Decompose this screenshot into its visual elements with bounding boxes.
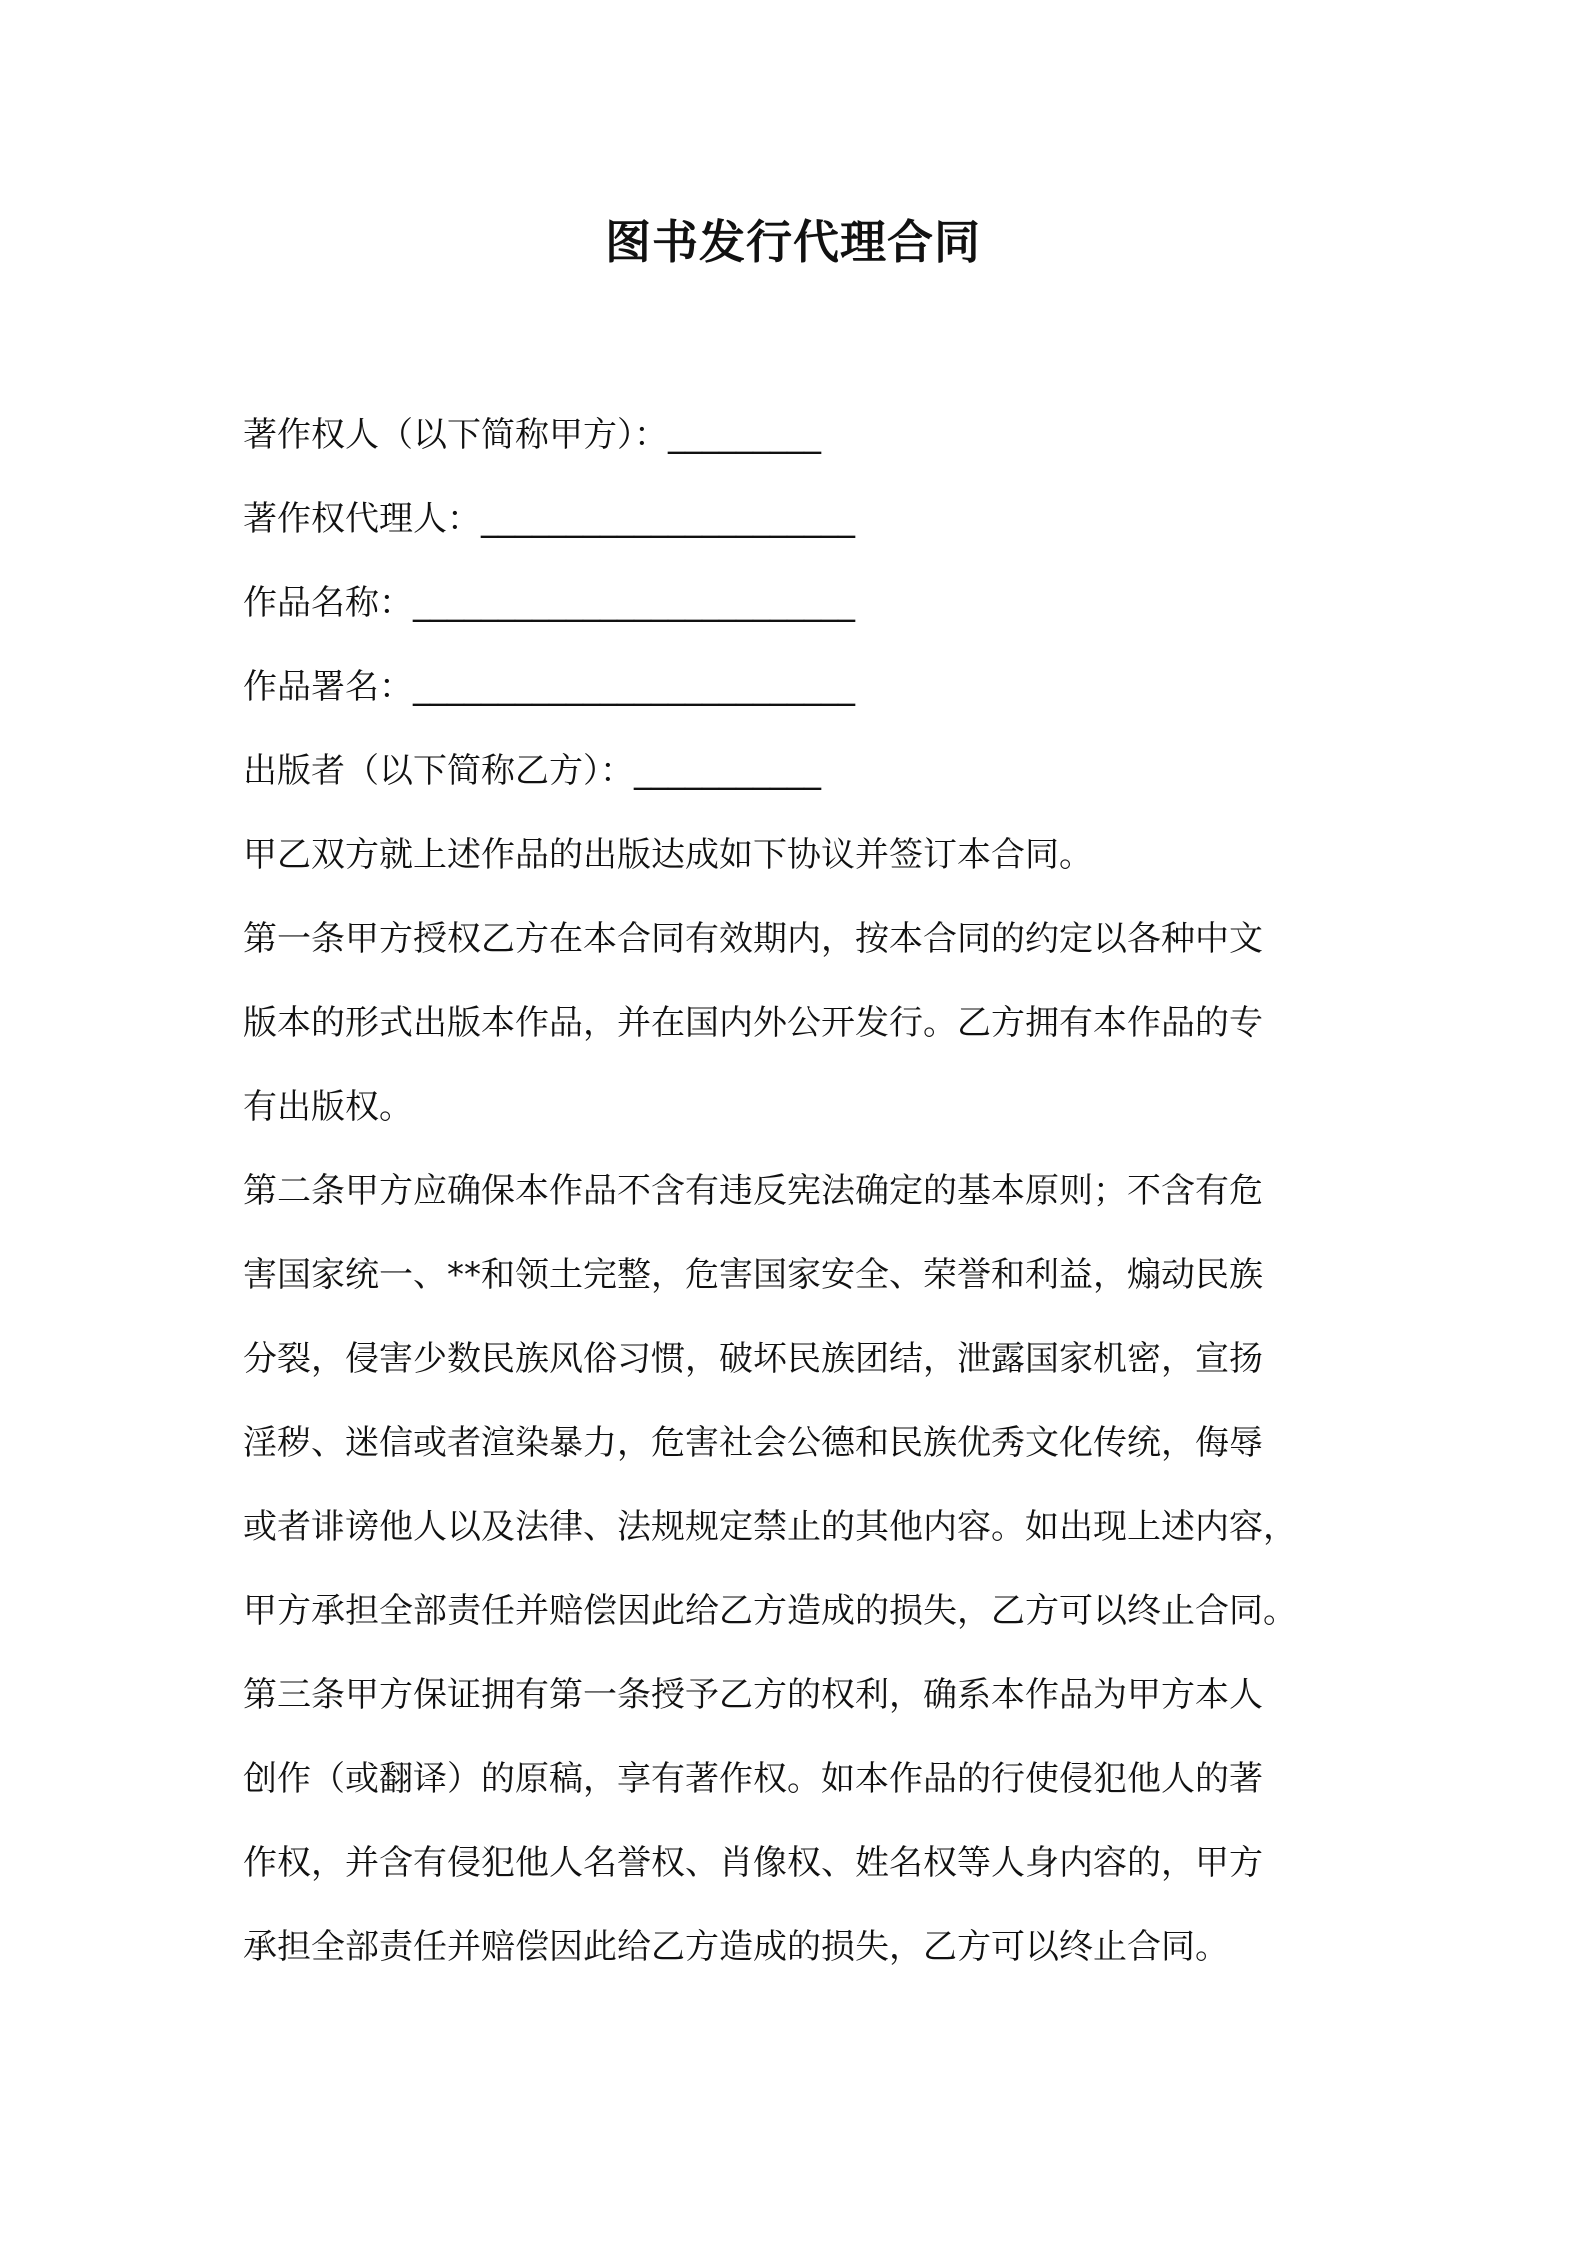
document-title: 图书发行代理合同: [605, 215, 981, 269]
intro-paragraph: 甲乙双方就上述作品的出版达成如下协议并签订本合同。: [243, 835, 1093, 875]
article-2-line: 分裂，侵害少数民族风俗习惯，破坏民族团结，泄露国家机密，宣扬: [243, 1339, 1263, 1379]
field-work-title: 作品名称：__________________________: [243, 583, 855, 623]
article-3-line: 创作（或翻译）的原稿，享有著作权。如本作品的行使侵犯他人的著: [243, 1759, 1263, 1799]
article-2-line: 害国家统一、**和领土完整，危害国家安全、荣誉和利益，煽动民族: [243, 1255, 1263, 1295]
field-copyright-owner: 著作权人（以下简称甲方）：_________: [243, 415, 821, 455]
article-3-line: 承担全部责任并赔偿因此给乙方造成的损失，乙方可以终止合同。: [243, 1927, 1229, 1967]
article-2-line: 甲方承担全部责任并赔偿因此给乙方造成的损失，乙方可以终止合同。: [243, 1591, 1297, 1631]
article-2-line: 第二条甲方应确保本作品不含有违反宪法确定的基本原则；不含有危: [243, 1171, 1263, 1211]
article-3-line: 作权，并含有侵犯他人名誉权、肖像权、姓名权等人身内容的，甲方: [243, 1843, 1263, 1883]
field-copyright-agent: 著作权代理人：______________________: [243, 499, 855, 539]
article-2-line: 或者诽谤他人以及法律、法规规定禁止的其他内容。如出现上述内容，: [243, 1507, 1297, 1547]
article-1-line: 第一条甲方授权乙方在本合同有效期内，按本合同的约定以各种中文: [243, 919, 1263, 959]
article-1-line: 有出版权。: [243, 1087, 413, 1127]
article-3-line: 第三条甲方保证拥有第一条授予乙方的权利，确系本作品为甲方本人: [243, 1675, 1263, 1715]
article-1-line: 版本的形式出版本作品，并在国内外公开发行。乙方拥有本作品的专: [243, 1003, 1263, 1043]
field-work-author: 作品署名：__________________________: [243, 667, 855, 707]
field-publisher: 出版者（以下简称乙方）：___________: [243, 751, 821, 791]
article-2-line: 淫秽、迷信或者渲染暴力，危害社会公德和民族优秀文化传统，侮辱: [243, 1423, 1263, 1463]
